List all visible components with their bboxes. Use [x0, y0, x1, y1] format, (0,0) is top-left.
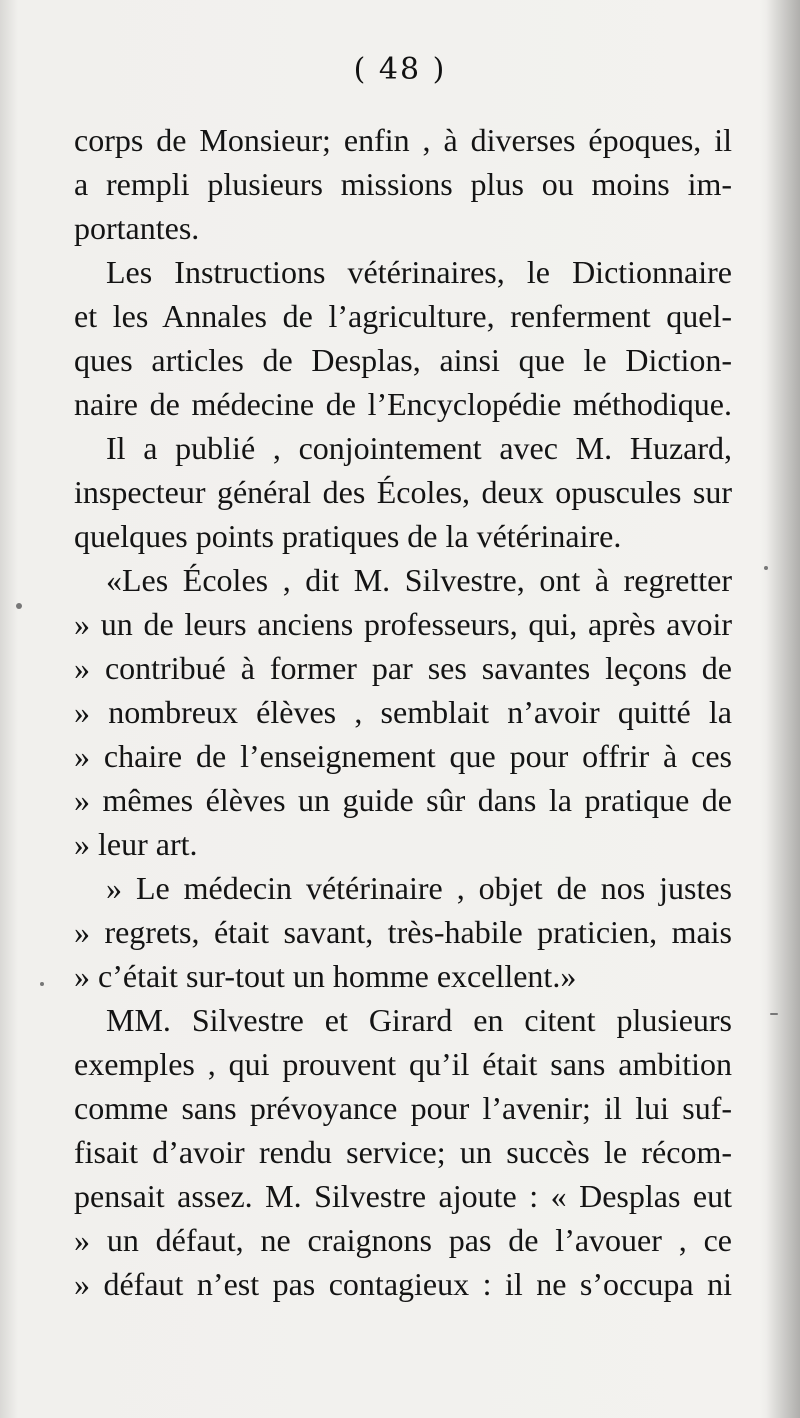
- page-number: ( 48 ): [353, 52, 447, 87]
- text-line-7: naire de médecine de l’Encyclopédie méthodique.: [74, 386, 732, 422]
- text-line-17: » défaut n’est pas contagieux : il ne s’occupa ni: [74, 1266, 732, 1302]
- text-line-8: Il a publié , conjointement avec M. Huzard,: [106, 430, 732, 466]
- quote-line-9: » regrets, était savant, très-habile praticien, mais: [74, 914, 732, 950]
- quote-line-5: » chaire de l’enseignement que pour offrir à ces: [74, 738, 732, 774]
- paper-speck: [40, 982, 44, 986]
- text-line-10: quelques points pratiques de la vétérinaire.: [74, 518, 622, 554]
- quote-line-2: » un de leurs anciens professeurs, qui, après avoir: [74, 606, 732, 642]
- quote-line-10: » c’était sur-tout un homme excellent.»: [74, 958, 577, 994]
- quote-line-8: » Le médecin vétérinaire , objet de nos justes: [106, 870, 732, 906]
- text-line-1: corps de Monsieur; enfin , à diverses époques, il: [74, 122, 732, 158]
- text-line-3: portantes.: [74, 210, 200, 246]
- paper-speck: [764, 566, 768, 570]
- quote-line-1: «Les Écoles , dit M. Silvestre, ont à regretter: [106, 562, 732, 598]
- text-line-12: exemples , qui prouvent qu’il était sans ambition: [74, 1046, 732, 1082]
- paper-speck: [770, 1013, 778, 1015]
- text-line-15: pensait assez. M. Silvestre ajoute : « Desplas eut: [74, 1178, 732, 1214]
- quote-line-6: » mêmes élèves un guide sûr dans la pratique de: [74, 782, 732, 818]
- text-line-14: fisait d’avoir rendu service; un succès le récom-: [74, 1134, 732, 1170]
- page-gutter-shadow: [766, 0, 800, 1418]
- text-line-5: et les Annales de l’agriculture, renferment quel-: [74, 298, 732, 334]
- quote-line-7: » leur art.: [74, 826, 198, 862]
- text-line-11: MM. Silvestre et Girard en citent plusieurs: [106, 1002, 732, 1038]
- text-line-9: inspecteur général des Écoles, deux opuscules sur: [74, 474, 732, 510]
- text-line-6: ques articles de Desplas, ainsi que le Diction-: [74, 342, 732, 378]
- text-line-16: » un défaut, ne craignons pas de l’avouer , ce: [74, 1222, 732, 1258]
- paper-speck: [16, 603, 22, 609]
- text-line-13: comme sans prévoyance pour l’avenir; il lui suf-: [74, 1090, 732, 1126]
- quote-line-4: » nombreux élèves , semblait n’avoir quitté la: [74, 694, 732, 730]
- quote-line-3: » contribué à former par ses savantes leçons de: [74, 650, 732, 686]
- text-line-4: Les Instructions vétérinaires, le Dictionnaire: [106, 254, 732, 290]
- text-line-2: a rempli plusieurs missions plus ou moins im-: [74, 166, 732, 202]
